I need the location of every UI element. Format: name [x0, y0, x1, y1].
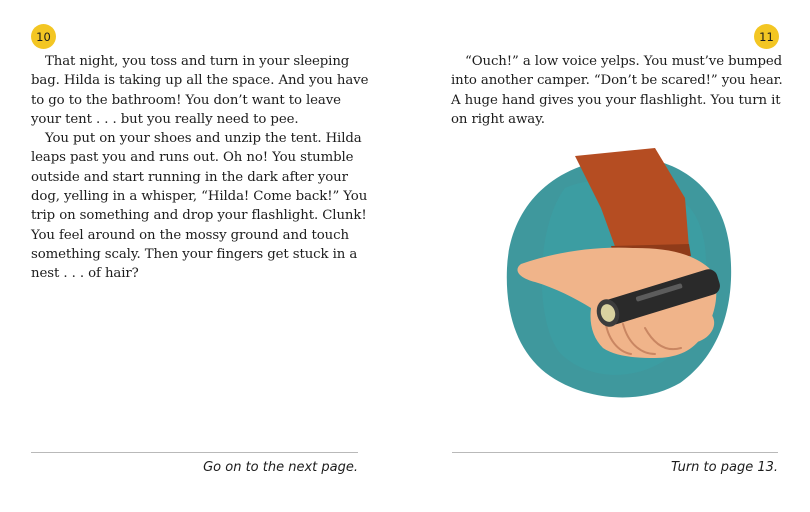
- story-paragraph: That night, you toss and turn in your sleeping bag. Hilda is taking up all the space. And you have to go to the bathroom! You don’t want to leave your tent . . . but you really need to pee.: [31, 54, 369, 127]
- story-paragraph: You put on your shoes and unzip the tent. Hilda leaps past you and runs out. Oh no! You stumble outside and start running in the dark after your dog, yelling in a whisper, “Hilda! Come back!” You trip on something and drop your flashlight. Clunk! You feel around on the mossy ground and touch something scaly. Then your fingers get stuck in a nest . . . of hair?: [31, 131, 368, 282]
- next-page-prompt[interactable]: Go on to the next page.: [203, 460, 358, 475]
- footer-divider: [31, 452, 358, 453]
- hand-holding-flashlight-illustration: [505, 148, 735, 400]
- story-text: [451, 52, 791, 129]
- page-number-badge: 11: [754, 24, 779, 49]
- right-page: [405, 0, 810, 512]
- footer-divider: [452, 452, 778, 453]
- story-paragraph: “Ouch!” a low voice yelps. You must’ve bumped into another camper. “Don’t be scared!” you hear. A huge hand gives you your flashlight. You turn it on right away.: [451, 54, 783, 127]
- story-text: [31, 52, 371, 284]
- page-number-badge: 10: [31, 24, 56, 49]
- turn-to-page-prompt[interactable]: Turn to page 13.: [670, 460, 778, 475]
